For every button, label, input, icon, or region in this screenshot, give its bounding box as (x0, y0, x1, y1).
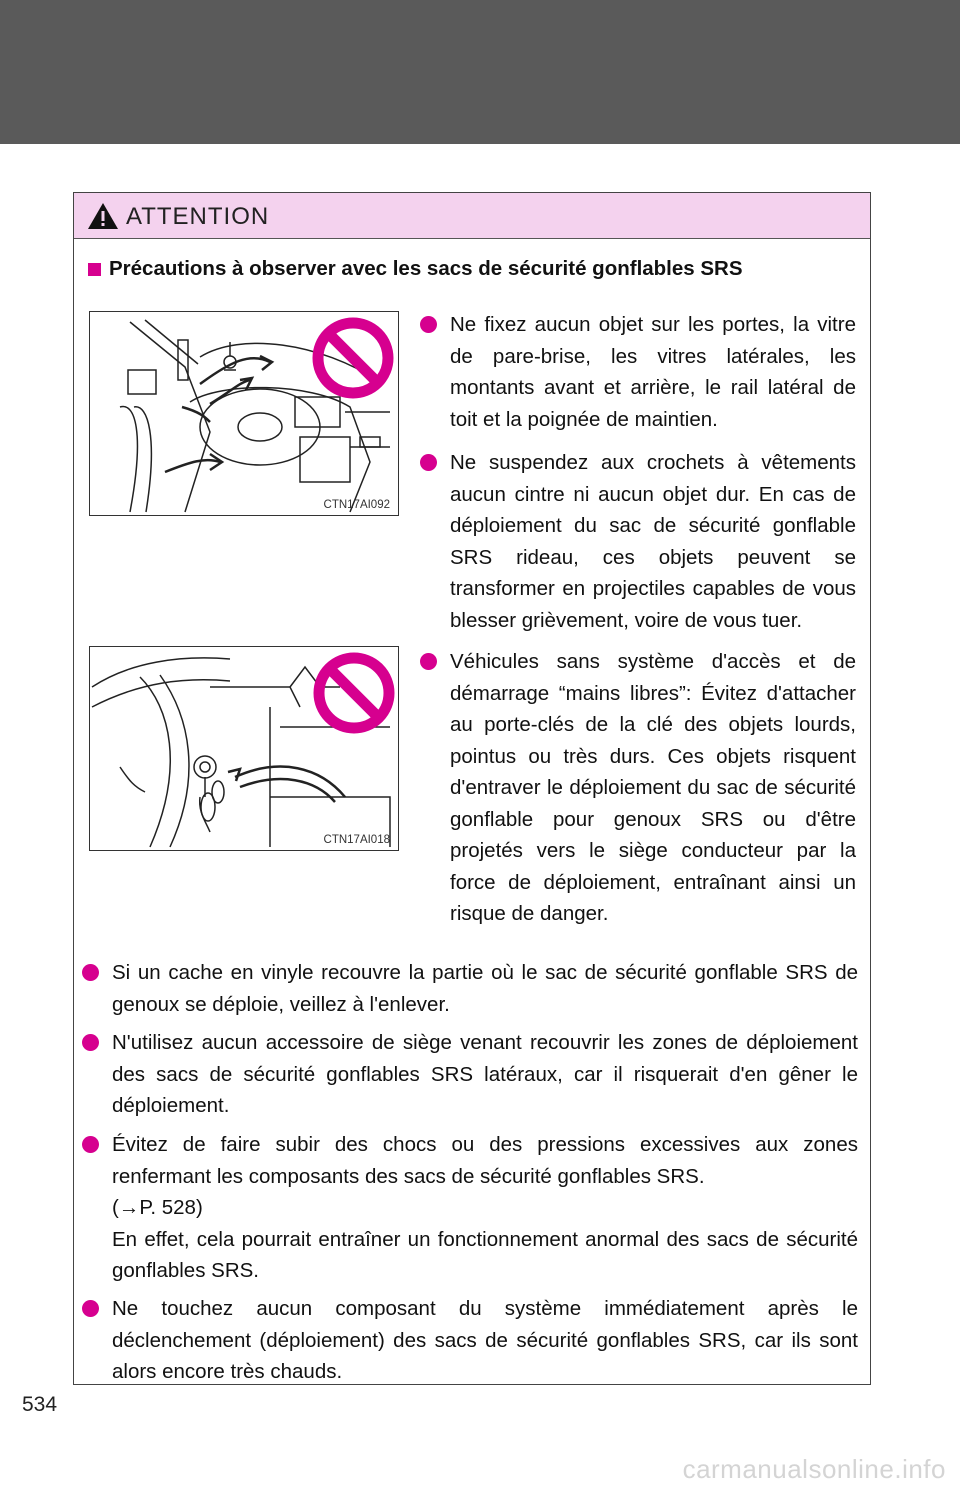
prohibition-sign-icon (319, 658, 389, 728)
list-item (82, 1027, 858, 1122)
page-reference: (→P. 528) (112, 1196, 203, 1219)
watermark (0, 1452, 960, 1484)
prohibition-sign-icon (318, 323, 388, 393)
bullet-text: Évitez de faire subir des chocs ou des pressions excessives aux zones renfermant les composants des sacs de sécurité gonflables SRS. (112, 1133, 858, 1188)
list-item (82, 1129, 858, 1287)
bullet-text: N'utilisez aucun accessoire de siège venant recouvrir les zones de déploiement des sacs de sécurité gonflables SRS latéraux, car il risquerait d'en gêner le déploiement. (112, 1031, 858, 1117)
dashboard-illustration (90, 312, 397, 514)
figure-dashboard-illustration (89, 311, 399, 516)
section-title-text: Précautions à observer avec les sacs de sécurité gonflables SRS (109, 257, 743, 280)
caution-header (74, 193, 870, 239)
list-item (82, 957, 858, 1020)
bullet-text: Véhicules sans système d'accès et de démarrage “mains libres”: Évitez d'attacher au porte-clés de la clé des objets lourds, pointus ou très durs. Ces objets risquent d'entraver le déploiement du sac de sécurité gonflable pour genoux SRS ou d'être projetés vers le siège conducteur par la force de déploiement, entraînant ainsi un risque de danger. (450, 650, 856, 925)
square-bullet-icon (88, 263, 101, 276)
bullet-continuation: En effet, cela pourrait entraîner un fonctionnement anormal des sacs de sécurité gonflables SRS. (112, 1227, 858, 1282)
bullet-text: Ne suspendez aux crochets à vêtements aucun cintre ni aucun objet dur. En cas de déploiement du sac de sécurité gonflable SRS rideau, ces objets peuvent se transformer en projectiles capables de vous blesser grièvement, voire de vous tuer. (450, 451, 856, 632)
figure-code: CTN17AI018 (323, 834, 390, 846)
bullet-icon (82, 1034, 99, 1051)
caution-box (73, 192, 871, 1385)
bullet-icon (82, 964, 99, 981)
key-ignition-illustration (90, 647, 397, 849)
bullet-icon (420, 454, 437, 471)
figure-code: CTN17AI092 (323, 499, 390, 511)
top-band (0, 0, 960, 144)
bullet-icon (420, 316, 437, 333)
bullet-icon (420, 653, 437, 670)
bullet-text: Ne fixez aucun objet sur les portes, la vitre de pare-brise, les vitres latérales, les montants avant et arrière, le rail latéral de toit et la poignée de maintien. (450, 313, 856, 431)
bullet-icon (82, 1136, 99, 1153)
bullet-text: Si un cache en vinyle recouvre la partie où le sac de sécurité gonflable SRS de genoux se déploie, veillez à l'enlever. (112, 961, 858, 1016)
list-item (420, 646, 856, 930)
caution-label: ATTENTION (126, 202, 270, 230)
list-item (420, 309, 856, 435)
warning-triangle-icon (86, 201, 120, 231)
list-item (82, 1293, 858, 1388)
bullet-icon (82, 1300, 99, 1317)
figure-key-illustration (89, 646, 399, 851)
bullet-text: Ne touchez aucun composant du système immédiatement après le déclenchement (déploiement) des sacs de sécurité gonflables SRS, car ils sont alors encore très chauds. (112, 1297, 858, 1383)
section-title (88, 257, 743, 281)
list-item (420, 447, 856, 636)
page-number: 534 (22, 1393, 58, 1416)
watermark-text: carmanualsonline.info (682, 1454, 946, 1484)
